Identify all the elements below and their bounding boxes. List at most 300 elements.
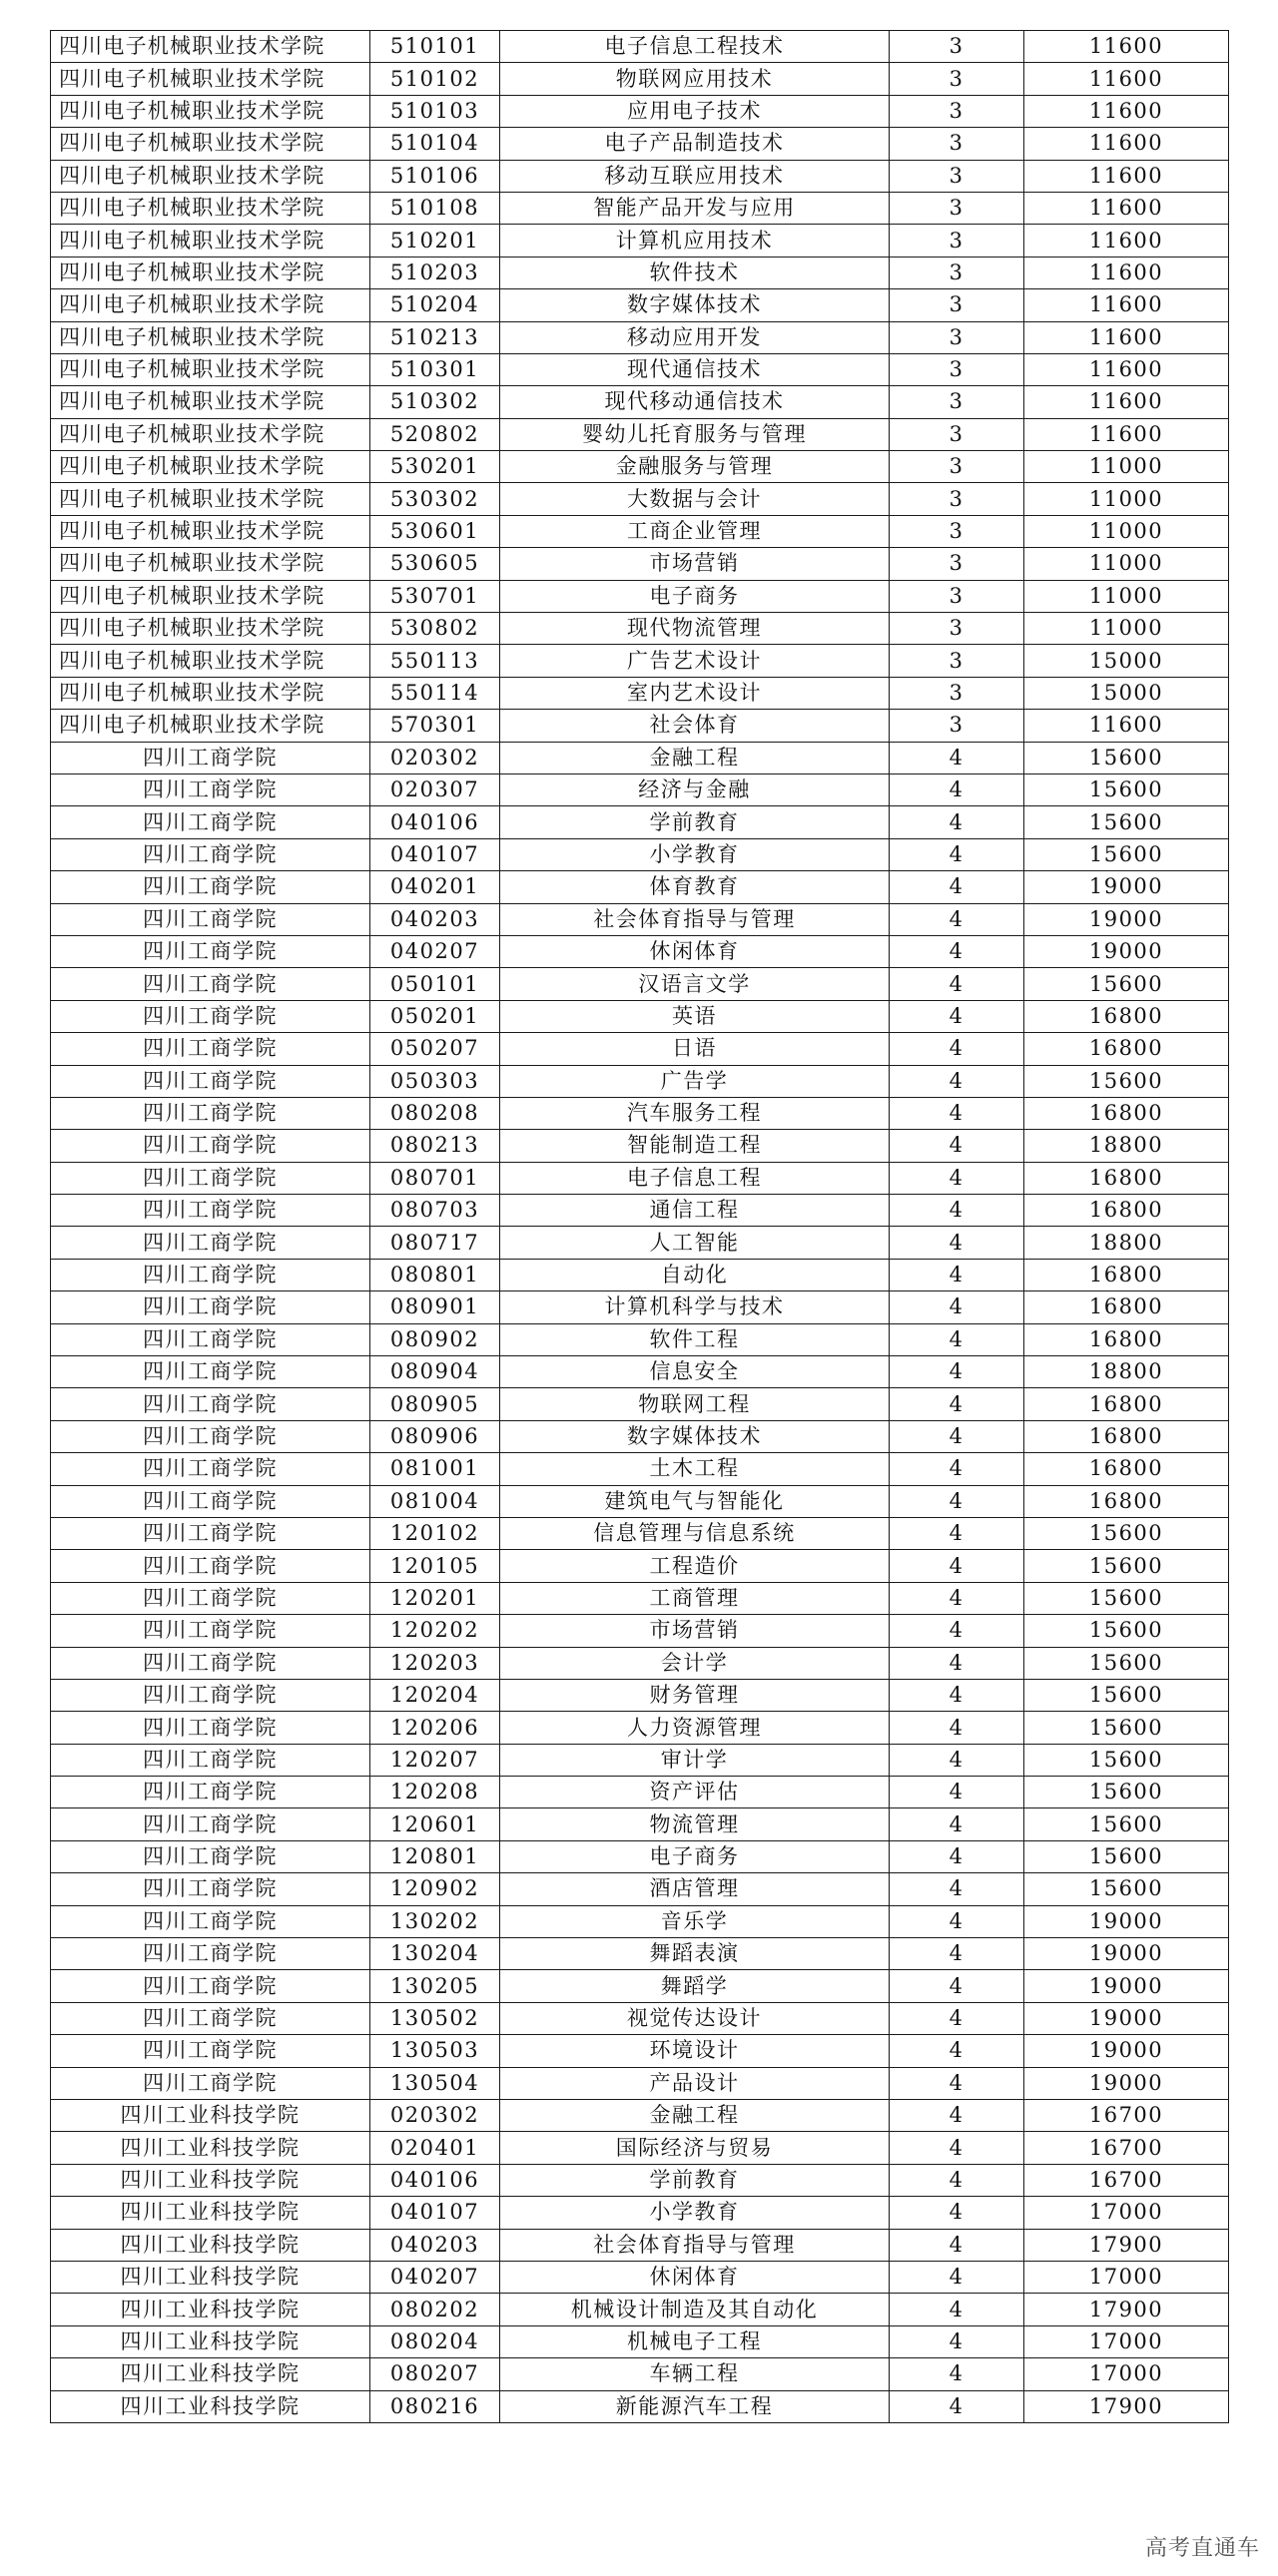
table-row xyxy=(51,2067,1229,2099)
major-code-cell: 040203 xyxy=(370,2229,500,2261)
school-cell: 四川工商学院 xyxy=(51,1453,370,1485)
tuition-cell: 15600 xyxy=(1024,1647,1229,1679)
duration-cell: 4 xyxy=(890,1712,1024,1744)
major-name-cell: 小学教育 xyxy=(500,838,890,870)
major-code-cell: 510108 xyxy=(370,192,500,224)
major-code-cell: 510103 xyxy=(370,95,500,127)
major-code-cell: 020302 xyxy=(370,2100,500,2132)
major-name-cell: 电子信息工程技术 xyxy=(500,31,890,63)
school-cell: 四川工商学院 xyxy=(51,1162,370,1194)
major-name-cell: 产品设计 xyxy=(500,2067,890,2099)
major-name-cell: 车辆工程 xyxy=(500,2358,890,2390)
tuition-cell: 15600 xyxy=(1024,1582,1229,1614)
major-code-cell: 520802 xyxy=(370,418,500,450)
major-name-cell: 软件技术 xyxy=(500,257,890,288)
table-row xyxy=(51,806,1229,838)
major-name-cell: 软件工程 xyxy=(500,1323,890,1355)
major-code-cell: 120902 xyxy=(370,1873,500,1905)
tuition-cell: 18800 xyxy=(1024,1356,1229,1388)
major-name-cell: 学前教育 xyxy=(500,806,890,838)
duration-cell: 3 xyxy=(890,128,1024,160)
major-name-cell: 人力资源管理 xyxy=(500,1712,890,1744)
table-row xyxy=(51,2294,1229,2325)
tuition-cell: 16800 xyxy=(1024,1485,1229,1517)
school-cell: 四川电子机械职业技术学院 xyxy=(51,192,370,224)
duration-cell: 4 xyxy=(890,838,1024,870)
major-name-cell: 电子商务 xyxy=(500,1840,890,1872)
tuition-cell: 16800 xyxy=(1024,1259,1229,1290)
major-name-cell: 信息管理与信息系统 xyxy=(500,1517,890,1549)
school-cell: 四川电子机械职业技术学院 xyxy=(51,515,370,547)
duration-cell: 4 xyxy=(890,2390,1024,2422)
major-code-cell: 040207 xyxy=(370,935,500,967)
school-cell: 四川电子机械职业技术学院 xyxy=(51,128,370,160)
duration-cell: 4 xyxy=(890,1195,1024,1227)
tuition-cell: 17000 xyxy=(1024,2197,1229,2229)
major-code-cell: 510204 xyxy=(370,289,500,321)
school-cell: 四川工业科技学院 xyxy=(51,2358,370,2390)
tuition-cell: 19000 xyxy=(1024,2067,1229,2099)
major-code-cell: 530701 xyxy=(370,580,500,612)
duration-cell: 4 xyxy=(890,1453,1024,1485)
major-code-cell: 510102 xyxy=(370,63,500,95)
major-code-cell: 080717 xyxy=(370,1227,500,1259)
table-row xyxy=(51,2035,1229,2067)
school-cell: 四川工商学院 xyxy=(51,2067,370,2099)
tuition-cell: 11600 xyxy=(1024,225,1229,257)
major-code-cell: 020302 xyxy=(370,742,500,773)
tuition-cell: 15600 xyxy=(1024,1550,1229,1582)
tuition-cell: 11000 xyxy=(1024,451,1229,483)
school-cell: 四川工商学院 xyxy=(51,1097,370,1129)
table-row xyxy=(51,1647,1229,1679)
major-code-cell: 080216 xyxy=(370,2390,500,2422)
table-row xyxy=(51,515,1229,547)
major-name-cell: 日语 xyxy=(500,1033,890,1065)
major-code-cell: 120801 xyxy=(370,1840,500,1872)
duration-cell: 4 xyxy=(890,1291,1024,1323)
table-row xyxy=(51,1582,1229,1614)
duration-cell: 4 xyxy=(890,1259,1024,1290)
tuition-cell: 11000 xyxy=(1024,515,1229,547)
major-name-cell: 物联网应用技术 xyxy=(500,63,890,95)
major-code-cell: 040106 xyxy=(370,806,500,838)
tuition-cell: 16800 xyxy=(1024,1323,1229,1355)
school-cell: 四川工商学院 xyxy=(51,1647,370,1679)
duration-cell: 3 xyxy=(890,289,1024,321)
watermark-text: 高考直通车 xyxy=(1144,2536,1260,2561)
major-name-cell: 学前教育 xyxy=(500,2164,890,2196)
major-code-cell: 120201 xyxy=(370,1582,500,1614)
duration-cell: 4 xyxy=(890,1905,1024,1937)
major-code-cell: 130503 xyxy=(370,2035,500,2067)
table-row xyxy=(51,871,1229,903)
school-cell: 四川电子机械职业技术学院 xyxy=(51,257,370,288)
major-code-cell: 120206 xyxy=(370,1712,500,1744)
tuition-cell: 15600 xyxy=(1024,742,1229,773)
major-name-cell: 英语 xyxy=(500,1000,890,1032)
tuition-cell: 11600 xyxy=(1024,353,1229,385)
table-row xyxy=(51,1777,1229,1808)
major-code-cell: 530302 xyxy=(370,483,500,515)
school-cell: 四川电子机械职业技术学院 xyxy=(51,160,370,192)
major-name-cell: 市场营销 xyxy=(500,1615,890,1647)
tuition-cell: 11600 xyxy=(1024,160,1229,192)
tuition-cell: 11600 xyxy=(1024,31,1229,63)
major-name-cell: 计算机科学与技术 xyxy=(500,1291,890,1323)
tuition-cell: 19000 xyxy=(1024,1970,1229,2002)
duration-cell: 3 xyxy=(890,321,1024,353)
school-cell: 四川工商学院 xyxy=(51,2002,370,2034)
duration-cell: 4 xyxy=(890,1485,1024,1517)
school-cell: 四川工业科技学院 xyxy=(51,2294,370,2325)
school-cell: 四川工商学院 xyxy=(51,1712,370,1744)
major-name-cell: 智能制造工程 xyxy=(500,1130,890,1162)
table-row xyxy=(51,1485,1229,1517)
major-code-cell: 080213 xyxy=(370,1130,500,1162)
major-name-cell: 工程造价 xyxy=(500,1550,890,1582)
table-row xyxy=(51,1323,1229,1355)
tuition-cell: 16800 xyxy=(1024,1195,1229,1227)
major-code-cell: 120203 xyxy=(370,1647,500,1679)
school-cell: 四川工商学院 xyxy=(51,1033,370,1065)
table-row xyxy=(51,160,1229,192)
school-cell: 四川工商学院 xyxy=(51,1517,370,1549)
major-code-cell: 080904 xyxy=(370,1356,500,1388)
table-row xyxy=(51,1065,1229,1097)
table-row xyxy=(51,2100,1229,2132)
school-cell: 四川电子机械职业技术学院 xyxy=(51,386,370,418)
duration-cell: 3 xyxy=(890,257,1024,288)
major-name-cell: 智能产品开发与应用 xyxy=(500,192,890,224)
tuition-cell: 19000 xyxy=(1024,935,1229,967)
major-code-cell: 050207 xyxy=(370,1033,500,1065)
duration-cell: 4 xyxy=(890,1550,1024,1582)
major-name-cell: 经济与金融 xyxy=(500,773,890,805)
tuition-cell: 16800 xyxy=(1024,1033,1229,1065)
major-name-cell: 机械电子工程 xyxy=(500,2325,890,2357)
school-cell: 四川工商学院 xyxy=(51,1970,370,2002)
school-cell: 四川工商学院 xyxy=(51,2035,370,2067)
duration-cell: 4 xyxy=(890,2067,1024,2099)
table-row xyxy=(51,903,1229,935)
table-row xyxy=(51,2229,1229,2261)
table-row xyxy=(51,418,1229,450)
major-name-cell: 信息安全 xyxy=(500,1356,890,1388)
tuition-cell: 11600 xyxy=(1024,710,1229,742)
table-row xyxy=(51,1259,1229,1290)
major-name-cell: 酒店管理 xyxy=(500,1873,890,1905)
table-row xyxy=(51,95,1229,127)
school-cell: 四川工商学院 xyxy=(51,1615,370,1647)
table-row xyxy=(51,63,1229,95)
table-row xyxy=(51,1679,1229,1711)
duration-cell: 4 xyxy=(890,1420,1024,1452)
major-name-cell: 建筑电气与智能化 xyxy=(500,1485,890,1517)
major-name-cell: 环境设计 xyxy=(500,2035,890,2067)
duration-cell: 4 xyxy=(890,968,1024,1000)
table-row xyxy=(51,2390,1229,2422)
school-cell: 四川工商学院 xyxy=(51,1259,370,1290)
table-row xyxy=(51,1097,1229,1129)
major-code-cell: 040203 xyxy=(370,903,500,935)
major-code-cell: 120105 xyxy=(370,1550,500,1582)
tuition-cell: 17000 xyxy=(1024,2261,1229,2293)
duration-cell: 3 xyxy=(890,580,1024,612)
tuition-cell: 17000 xyxy=(1024,2325,1229,2357)
table-row xyxy=(51,1033,1229,1065)
tuition-cell: 16800 xyxy=(1024,1097,1229,1129)
duration-cell: 4 xyxy=(890,1356,1024,1388)
duration-cell: 4 xyxy=(890,1097,1024,1129)
duration-cell: 4 xyxy=(890,2035,1024,2067)
tuition-cell: 11600 xyxy=(1024,128,1229,160)
major-code-cell: 130205 xyxy=(370,1970,500,2002)
duration-cell: 4 xyxy=(890,1065,1024,1097)
duration-cell: 4 xyxy=(890,1582,1024,1614)
duration-cell: 4 xyxy=(890,1033,1024,1065)
duration-cell: 3 xyxy=(890,451,1024,483)
school-cell: 四川工商学院 xyxy=(51,1938,370,1970)
duration-cell: 4 xyxy=(890,871,1024,903)
tuition-cell: 17900 xyxy=(1024,2294,1229,2325)
duration-cell: 4 xyxy=(890,1227,1024,1259)
tuition-cell: 16800 xyxy=(1024,1000,1229,1032)
major-code-cell: 040207 xyxy=(370,2261,500,2293)
school-cell: 四川工业科技学院 xyxy=(51,2197,370,2229)
table-row xyxy=(51,1291,1229,1323)
major-code-cell: 120204 xyxy=(370,1679,500,1711)
major-code-cell: 020401 xyxy=(370,2132,500,2164)
major-code-cell: 530802 xyxy=(370,613,500,645)
tuition-cell: 16800 xyxy=(1024,1420,1229,1452)
tuition-cell: 15600 xyxy=(1024,838,1229,870)
major-name-cell: 机械设计制造及其自动化 xyxy=(500,2294,890,2325)
school-cell: 四川工商学院 xyxy=(51,773,370,805)
table-row xyxy=(51,742,1229,773)
major-code-cell: 080905 xyxy=(370,1388,500,1420)
major-name-cell: 电子商务 xyxy=(500,580,890,612)
tuition-cell: 15600 xyxy=(1024,1873,1229,1905)
school-cell: 四川电子机械职业技术学院 xyxy=(51,613,370,645)
duration-cell: 3 xyxy=(890,710,1024,742)
major-name-cell: 休闲体育 xyxy=(500,935,890,967)
table-row xyxy=(51,645,1229,677)
table-row xyxy=(51,1550,1229,1582)
tuition-cell: 15000 xyxy=(1024,677,1229,709)
major-code-cell: 080207 xyxy=(370,2358,500,2390)
duration-cell: 3 xyxy=(890,483,1024,515)
major-name-cell: 财务管理 xyxy=(500,1679,890,1711)
table-row xyxy=(51,289,1229,321)
major-code-cell: 510203 xyxy=(370,257,500,288)
major-code-cell: 510101 xyxy=(370,31,500,63)
school-cell: 四川工商学院 xyxy=(51,1227,370,1259)
table-row xyxy=(51,773,1229,805)
school-cell: 四川工商学院 xyxy=(51,1777,370,1808)
table-row xyxy=(51,353,1229,385)
duration-cell: 4 xyxy=(890,1323,1024,1355)
school-cell: 四川工商学院 xyxy=(51,1356,370,1388)
tuition-cell: 15600 xyxy=(1024,1712,1229,1744)
duration-cell: 3 xyxy=(890,353,1024,385)
table-row xyxy=(51,225,1229,257)
major-code-cell: 050201 xyxy=(370,1000,500,1032)
tuition-cell: 16700 xyxy=(1024,2164,1229,2196)
major-name-cell: 广告学 xyxy=(500,1065,890,1097)
major-code-cell: 120601 xyxy=(370,1808,500,1840)
duration-cell: 4 xyxy=(890,1162,1024,1194)
major-name-cell: 现代移动通信技术 xyxy=(500,386,890,418)
major-name-cell: 小学教育 xyxy=(500,2197,890,2229)
tuition-table xyxy=(50,30,1229,2423)
duration-cell: 3 xyxy=(890,63,1024,95)
tuition-cell: 11600 xyxy=(1024,418,1229,450)
major-code-cell: 120208 xyxy=(370,1777,500,1808)
table-row xyxy=(51,613,1229,645)
school-cell: 四川电子机械职业技术学院 xyxy=(51,677,370,709)
major-code-cell: 130204 xyxy=(370,1938,500,1970)
duration-cell: 4 xyxy=(890,2100,1024,2132)
table-row xyxy=(51,1808,1229,1840)
school-cell: 四川工商学院 xyxy=(51,1808,370,1840)
duration-cell: 4 xyxy=(890,935,1024,967)
major-code-cell: 040201 xyxy=(370,871,500,903)
duration-cell: 4 xyxy=(890,1808,1024,1840)
table-row xyxy=(51,1162,1229,1194)
major-name-cell: 现代通信技术 xyxy=(500,353,890,385)
school-cell: 四川电子机械职业技术学院 xyxy=(51,483,370,515)
table-row xyxy=(51,1000,1229,1032)
duration-cell: 4 xyxy=(890,1388,1024,1420)
major-name-cell: 金融服务与管理 xyxy=(500,451,890,483)
tuition-cell: 19000 xyxy=(1024,903,1229,935)
table-row xyxy=(51,1938,1229,1970)
major-code-cell: 130502 xyxy=(370,2002,500,2034)
table-row xyxy=(51,1840,1229,1872)
duration-cell: 4 xyxy=(890,1517,1024,1549)
major-name-cell: 舞蹈表演 xyxy=(500,1938,890,1970)
duration-cell: 3 xyxy=(890,225,1024,257)
tuition-cell: 16800 xyxy=(1024,1162,1229,1194)
major-name-cell: 社会体育 xyxy=(500,710,890,742)
tuition-cell: 17900 xyxy=(1024,2390,1229,2422)
tuition-cell: 15600 xyxy=(1024,1808,1229,1840)
tuition-cell: 15600 xyxy=(1024,773,1229,805)
school-cell: 四川工商学院 xyxy=(51,1195,370,1227)
table-row xyxy=(51,451,1229,483)
major-name-cell: 国际经济与贸易 xyxy=(500,2132,890,2164)
school-cell: 四川工商学院 xyxy=(51,1420,370,1452)
school-cell: 四川工业科技学院 xyxy=(51,2132,370,2164)
table-row xyxy=(51,968,1229,1000)
major-code-cell: 040107 xyxy=(370,2197,500,2229)
major-code-cell: 510302 xyxy=(370,386,500,418)
table-row xyxy=(51,548,1229,580)
duration-cell: 4 xyxy=(890,2164,1024,2196)
major-code-cell: 080906 xyxy=(370,1420,500,1452)
school-cell: 四川工商学院 xyxy=(51,871,370,903)
tuition-cell: 16700 xyxy=(1024,2100,1229,2132)
duration-cell: 3 xyxy=(890,515,1024,547)
major-name-cell: 物联网工程 xyxy=(500,1388,890,1420)
table-row xyxy=(51,192,1229,224)
major-name-cell: 土木工程 xyxy=(500,1453,890,1485)
school-cell: 四川电子机械职业技术学院 xyxy=(51,95,370,127)
major-name-cell: 视觉传达设计 xyxy=(500,2002,890,2034)
major-code-cell: 080902 xyxy=(370,1323,500,1355)
school-cell: 四川电子机械职业技术学院 xyxy=(51,418,370,450)
tuition-cell: 11600 xyxy=(1024,386,1229,418)
tuition-cell: 15600 xyxy=(1024,1777,1229,1808)
school-cell: 四川工商学院 xyxy=(51,1905,370,1937)
major-name-cell: 自动化 xyxy=(500,1259,890,1290)
tuition-cell: 19000 xyxy=(1024,871,1229,903)
school-cell: 四川工商学院 xyxy=(51,1130,370,1162)
major-code-cell: 530601 xyxy=(370,515,500,547)
table-row xyxy=(51,677,1229,709)
tuition-cell: 19000 xyxy=(1024,1938,1229,1970)
tuition-cell: 11600 xyxy=(1024,257,1229,288)
school-cell: 四川工商学院 xyxy=(51,968,370,1000)
school-cell: 四川工商学院 xyxy=(51,1550,370,1582)
major-name-cell: 社会体育指导与管理 xyxy=(500,2229,890,2261)
duration-cell: 4 xyxy=(890,1840,1024,1872)
school-cell: 四川电子机械职业技术学院 xyxy=(51,451,370,483)
school-cell: 四川工商学院 xyxy=(51,935,370,967)
major-name-cell: 社会体育指导与管理 xyxy=(500,903,890,935)
major-name-cell: 移动互联应用技术 xyxy=(500,160,890,192)
duration-cell: 3 xyxy=(890,677,1024,709)
school-cell: 四川工业科技学院 xyxy=(51,2390,370,2422)
major-code-cell: 080703 xyxy=(370,1195,500,1227)
major-name-cell: 汉语言文学 xyxy=(500,968,890,1000)
school-cell: 四川工业科技学院 xyxy=(51,2100,370,2132)
major-code-cell: 081001 xyxy=(370,1453,500,1485)
major-code-cell: 050303 xyxy=(370,1065,500,1097)
school-cell: 四川工商学院 xyxy=(51,1744,370,1776)
duration-cell: 4 xyxy=(890,1679,1024,1711)
tuition-cell: 16800 xyxy=(1024,1453,1229,1485)
duration-cell: 3 xyxy=(890,613,1024,645)
tuition-cell: 19000 xyxy=(1024,2002,1229,2034)
school-cell: 四川工业科技学院 xyxy=(51,2229,370,2261)
school-cell: 四川电子机械职业技术学院 xyxy=(51,548,370,580)
major-name-cell: 体育教育 xyxy=(500,871,890,903)
school-cell: 四川电子机械职业技术学院 xyxy=(51,321,370,353)
tuition-cell: 16800 xyxy=(1024,1291,1229,1323)
major-code-cell: 130202 xyxy=(370,1905,500,1937)
duration-cell: 4 xyxy=(890,742,1024,773)
table-row xyxy=(51,1227,1229,1259)
tuition-cell: 11000 xyxy=(1024,580,1229,612)
tuition-cell: 15600 xyxy=(1024,1679,1229,1711)
tuition-cell: 11600 xyxy=(1024,192,1229,224)
major-code-cell: 050101 xyxy=(370,968,500,1000)
tuition-cell: 15600 xyxy=(1024,1065,1229,1097)
tuition-cell: 17900 xyxy=(1024,2229,1229,2261)
table-row xyxy=(51,2164,1229,2196)
major-code-cell: 550114 xyxy=(370,677,500,709)
major-code-cell: 510106 xyxy=(370,160,500,192)
table-row xyxy=(51,1388,1229,1420)
duration-cell: 3 xyxy=(890,418,1024,450)
school-cell: 四川电子机械职业技术学院 xyxy=(51,31,370,63)
major-code-cell: 080204 xyxy=(370,2325,500,2357)
school-cell: 四川电子机械职业技术学院 xyxy=(51,63,370,95)
table-row xyxy=(51,838,1229,870)
major-name-cell: 人工智能 xyxy=(500,1227,890,1259)
